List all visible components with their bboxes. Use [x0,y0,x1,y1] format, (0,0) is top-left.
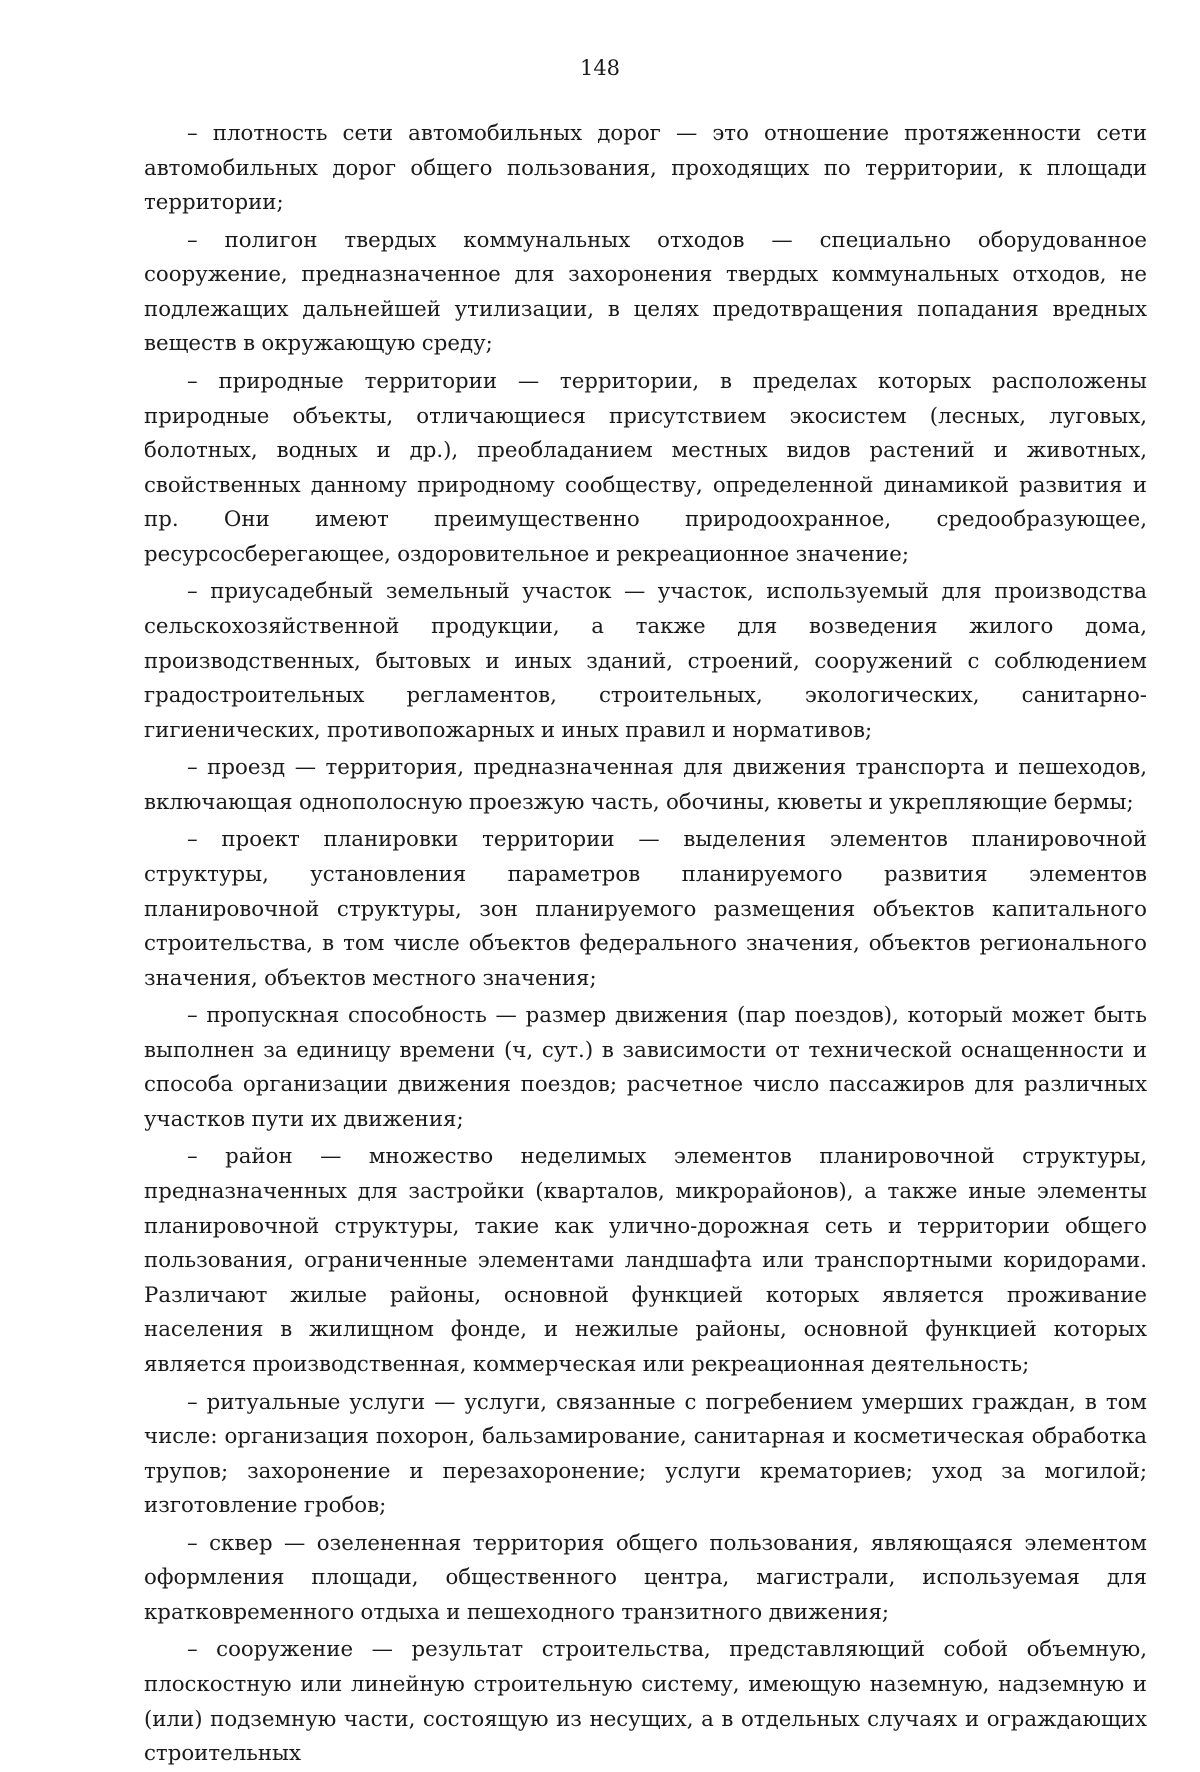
definition-solid-waste-landfill: – полигон твердых коммунальных отходов — специально оборудованное сооружение, предназначенное для захоронения твердых коммунальных отходов, не подлежащих дальнейшей утилизации, в целях предотвращения попадания вредных веществ в окружающую среду; [144,227,1147,357]
definition-natural-territories: – природные территории — территории, в пределах которых расположены природные объекты, отличающиеся присутствием экосистем (лесных, луговых, болотных, водных и др.), преобладанием местных видов растений и животных, свойственных данному природному сообществу, определенной динамикой развития и пр. Они имеют преимущественно природоохранное, средообразующее, ресурсосберегающее, оздоровительное и рекреационное значение; [144,368,1147,567]
definition-household-land-plot: – приусадебный земельный участок — участок, используемый для производства сельскохозяйственной продукции, а также для возведения жилого дома, производственных, бытовых и иных зданий, строений, сооружений с соблюдением градостроительных регламентов, строительных, экологических, санитарно-гигиенических, противопожарных и иных правил и нормативов; [144,579,1147,743]
definition-road-network-density: – плотность сети автомобильных дорог — это отношение протяженности сети автомобильных дорог общего пользования, проходящих по территории, к площади территории; [144,121,1147,216]
definition-passage: – проезд — территория, предназначенная для движения транспорта и пешеходов, включающая однополосную проезжую часть, обочины, кюветы и укрепляющие бермы; [144,755,1147,815]
definition-district: – район — множество неделимых элементов планировочной структуры, предназначенных для застройки (кварталов, микрорайонов), а также иные элементы планировочной структуры, такие как улично-дорожная сеть и территории общего пользования, ограниченные элементами ландшафта или транспортными коридорами. Различают жилые районы, основной функцией которых является проживание населения в жилищном фонде, и нежилые районы, основной функцией которых является производственная, коммерческая или рекреационная деятельность; [144,1144,1147,1378]
definition-territory-planning-project: – проект планировки территории — выделения элементов планировочной структуры, установления параметров планируемого развития элементов планировочной структуры, зон планируемого размещения объектов капитального строительства, в том числе объектов федерального значения, объектов регионального значения, объектов местного значения; [144,827,1147,991]
definition-throughput-capacity: – пропускная способность — размер движения (пар поездов), который может быть выполнен за единицу времени (ч, сут.) в зависимости от технической оснащенности и способа организации движения поездов; расчетное число пассажиров для различных участков пути их движения; [144,1003,1147,1132]
definition-funeral-services: – ритуальные услуги — услуги, связанные с погребением умерших граждан, в том числе: организация похорон, бальзамирование, санитарная и косметическая обработка трупов; захоронение и перезахоронение; услуги крематориев; уход за могилой; изготовление гробов; [144,1389,1147,1519]
definitions-list [144,117,1147,1772]
page-number: 148 [579,56,621,80]
definition-structure: – сооружение — результат строительства, представляющий собой объемную, плоскостную или линейную строительную систему, имеющую наземную, надземную и (или) подземную части, состоящую из несущих, а в отдельных случаях и ограждающих строительных [144,1637,1147,1767]
definition-square-park: – сквер — озелененная территория общего пользования, являющаяся элементом оформления площади, общественного центра, магистрали, используемая для кратковременного отдыха и пешеходного транзитного движения; [144,1530,1147,1625]
